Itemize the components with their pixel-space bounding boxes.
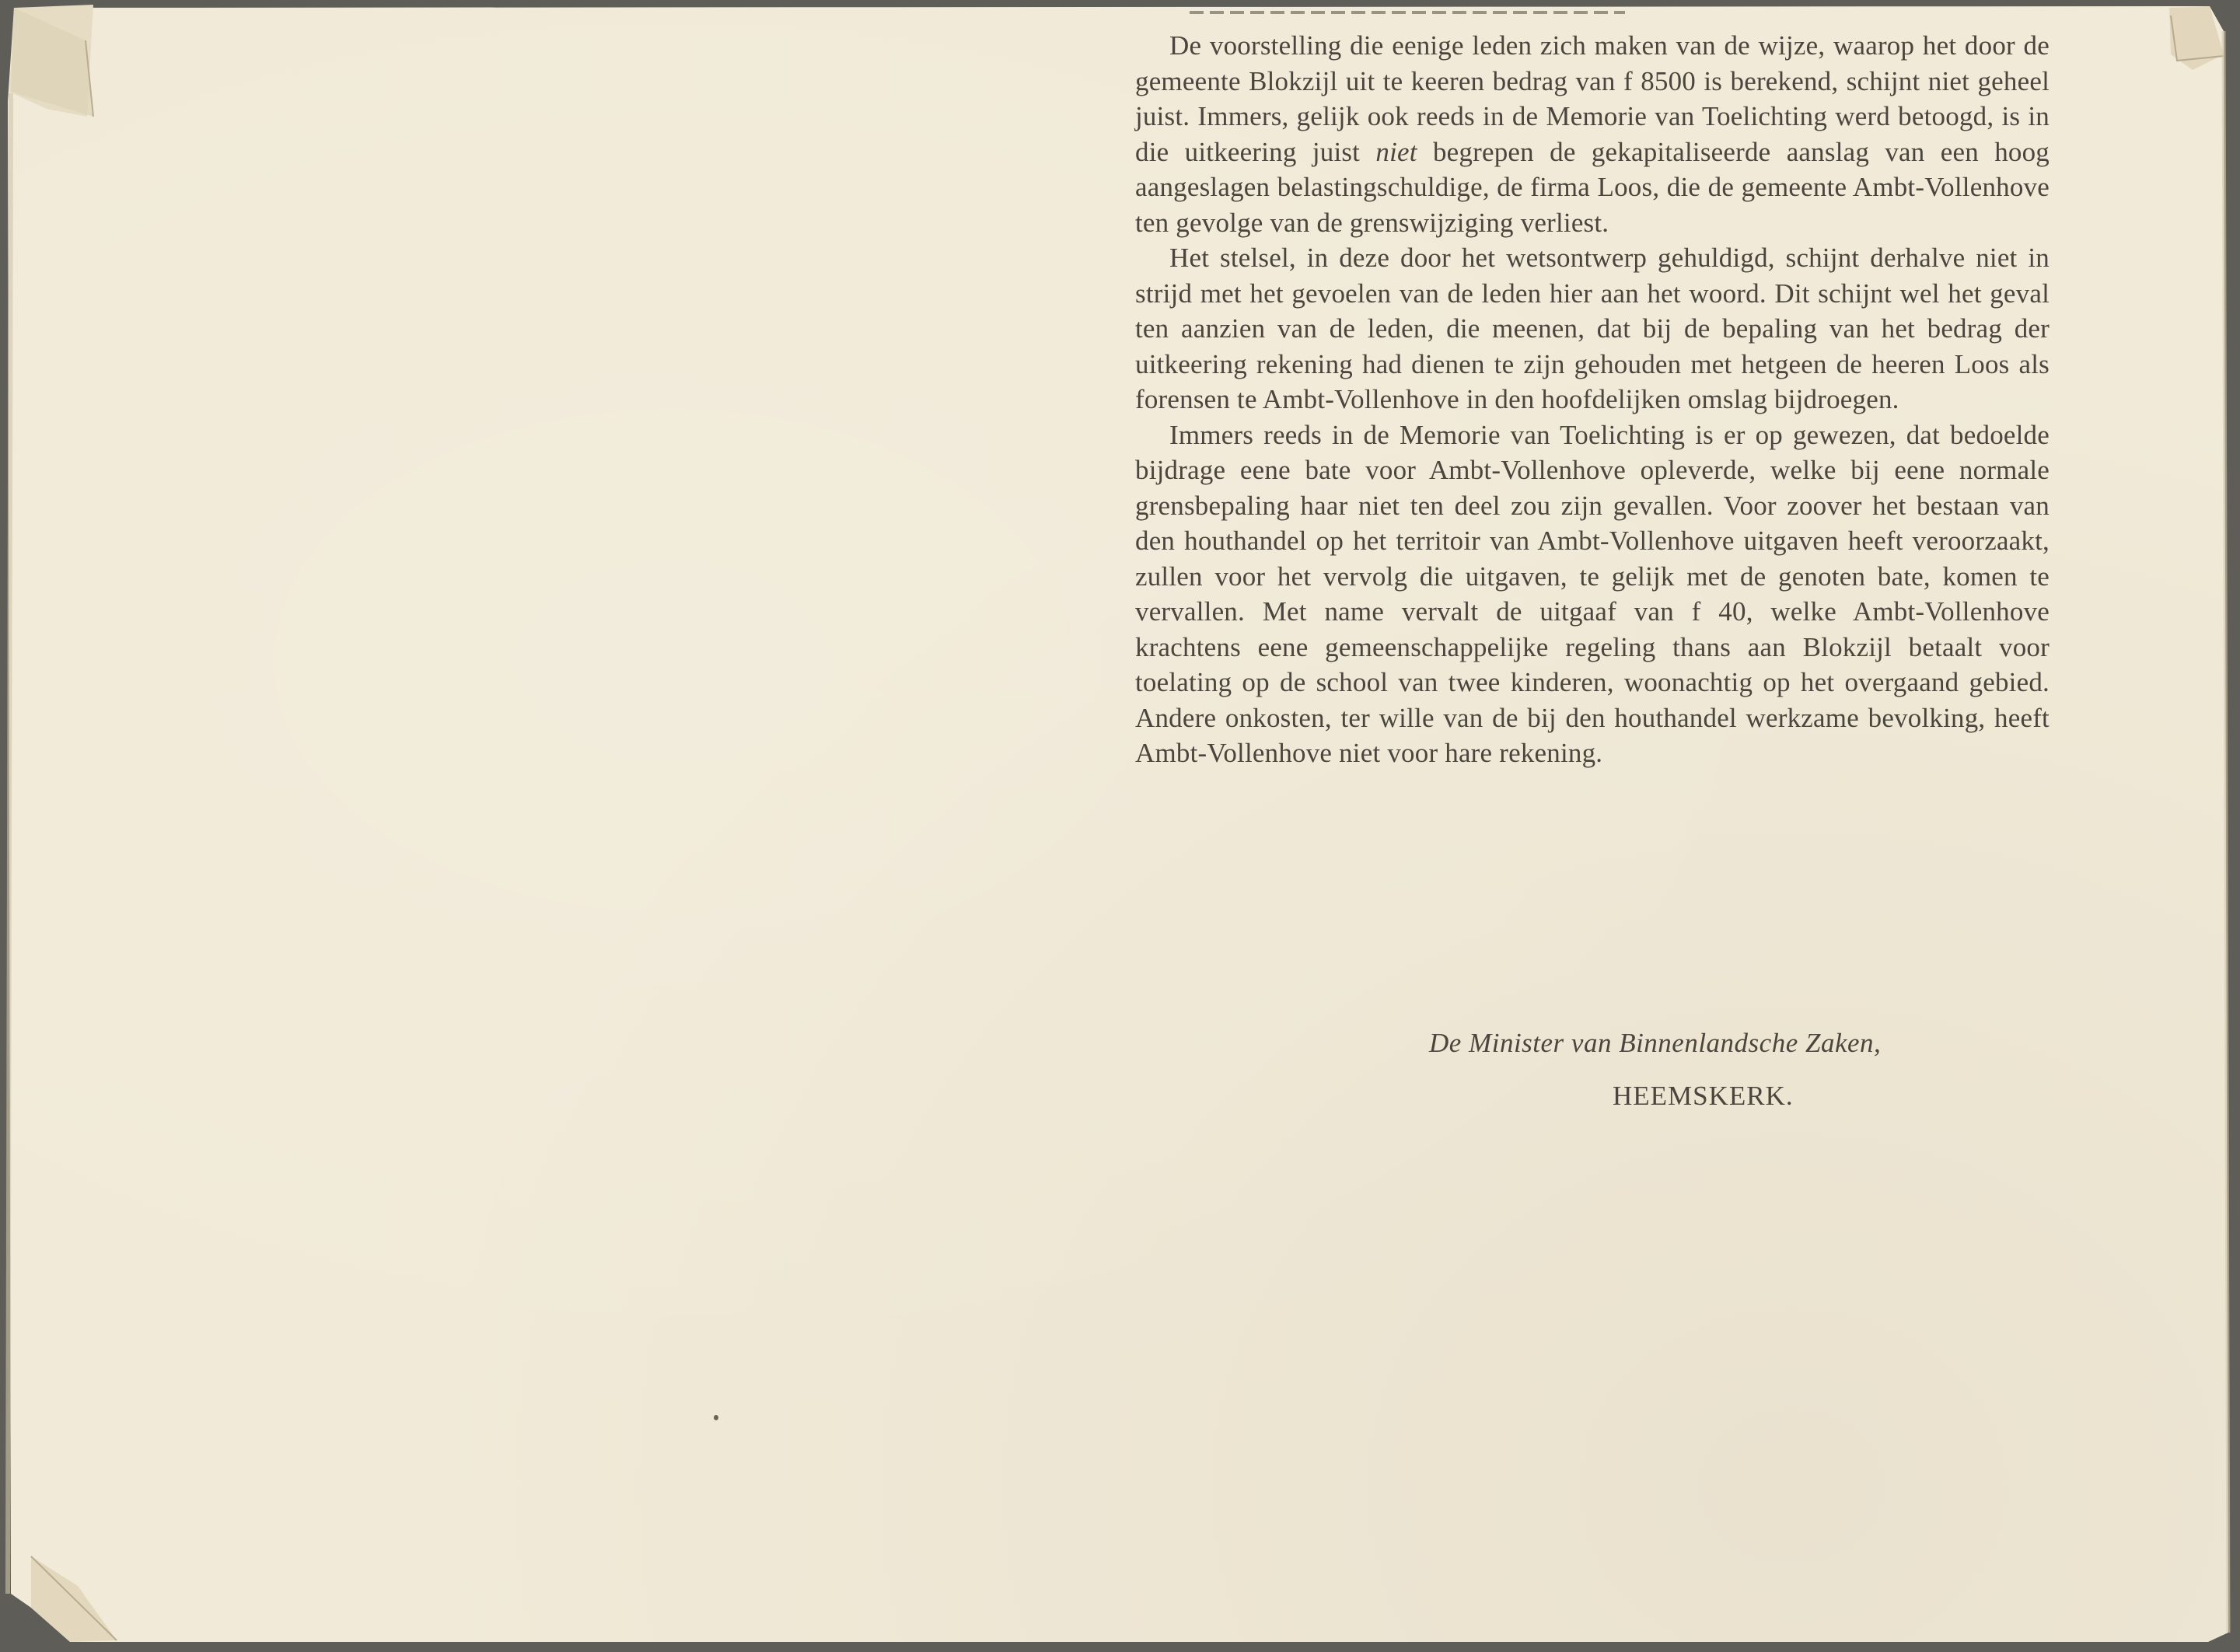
paragraph-1: De voorstelling die eenige leden zich maken van de wijze, waarop het door de gemeente Blokzijl uit te keeren bedrag van f 8500 is berekend, schijnt niet geheel juist. Immers, gelijk ook reeds in de Memorie van Toelichting werd betoogd, is in die uitkeering juist niet begrepen de gekapitaliseerde aanslag van een hoog aangeslagen belastingschuldige, de firma Loos, die de gemeente Ambt-Vollenhove ten gevolge van de grenswijziging verliest. bbox=[1135, 30, 2050, 238]
paper-speck bbox=[714, 1415, 718, 1420]
paragraph-3: Immers reeds in de Memorie van Toelichting is er op gewezen, dat bedoelde bijdrage eene bate voor Ambt-Vollenhove opleverde, welke bij eene normale grensbepaling haar niet ten deel zou zijn gevallen. Voor zoover het bestaan van den houthandel op het territoir van Ambt-Vollenhove uitgaven heeft veroorzaakt, zullen voor het vervolg die uitgaven, te gelijk met de genoten bate, komen te vervallen. Met name vervalt de uitgaaf van f 40, welke Ambt-Vollenhove krachtens eene gemeenschappelijke regeling thans aan Blokzijl betaalt voor toelating op de school van twee kinderen, woonachtig op het overgaand gebied. Andere onkosten, ter wille van de bij den houthandel werkzame bevolking, heeft Ambt-Vollenhove niet voor hare rekening. bbox=[1135, 419, 2050, 768]
signature-name: HEEMSKERK. bbox=[1613, 1081, 1794, 1111]
signature-title: De Minister van Binnenlandsche Zaken, bbox=[1429, 1028, 1882, 1058]
emphasis-word: niet bbox=[1375, 136, 1417, 167]
cropped-text-line bbox=[1190, 5, 1625, 16]
paragraph-2: Het stelsel, in deze door het wetsontwerp gehuldigd, schijnt derhalve niet in strijd met het gevoelen van de leden hier aan het woord. Dit schijnt wel het geval ten aanzien van de leden, die meenen, dat bij de bepaling van het bedrag der uitkeering rekening had dienen te zijn gehouden met hetgeen de heeren Loos als forensen te Ambt-Vollenhove in den hoofdelijken omslag bijdroegen. bbox=[1135, 243, 2050, 414]
body-text bbox=[1135, 28, 2050, 771]
